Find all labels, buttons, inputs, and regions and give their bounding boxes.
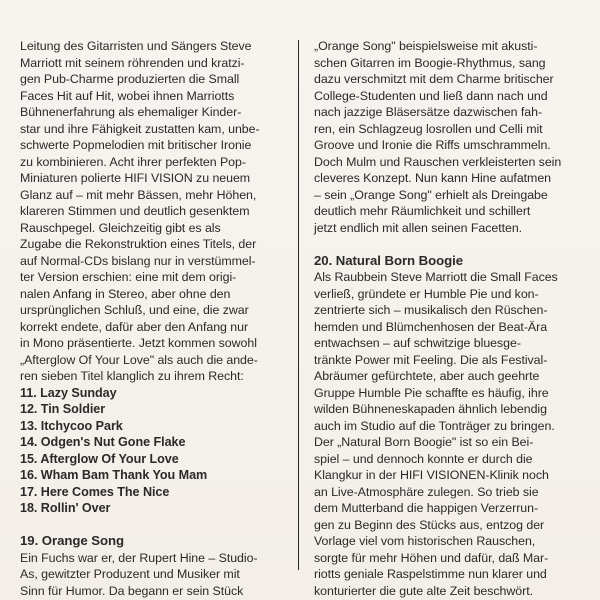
spacer	[20, 517, 288, 534]
text-line: gen Pub-Charme produzierten die Small	[20, 72, 240, 86]
text-line: entwachsen – auf schwitzige bluesge-	[314, 336, 521, 350]
text-line: „Orange Song" beispielsweise mit akusti-	[314, 39, 538, 53]
text-line: Klangkur in der HIFI VISIONEN-Klinik noch	[314, 468, 549, 482]
text-line: ren sieben Titel klanglich zu ihrem Recht:	[20, 369, 244, 383]
text-line: Faces Hit auf Hit, wobei ihnen Marriotts	[20, 88, 235, 103]
right-column	[314, 38, 584, 599]
section-heading-orange-song: 19. Orange Song	[20, 533, 125, 548]
text-line: „Afterglow Of Your Love" als auch die ande-	[20, 352, 258, 367]
text-line: star und ihre Fähigkeit zustatten kam, unbe-	[20, 121, 260, 136]
text-line: klareren Stimmen und deutlich gesenktem	[20, 204, 250, 218]
text-line: auf Normal-CDs bislang nur in verstümmel-	[20, 253, 256, 268]
text-line: Leitung des Gitarristen und Sängers Steve	[20, 39, 252, 53]
text-line: Der „Natural Born Boogie" ist so ein Bei-	[314, 435, 534, 449]
text-line: an Live-Atmosphäre zulegen. So trieb sie	[314, 484, 539, 499]
text-line: Rauschpegel. Gleichzeitig gibt es als	[20, 220, 221, 235]
text-line: auch im Studio auf die Tonträger zu bringen.	[314, 418, 555, 433]
text-line: Abräumer gefürchtete, aber auch geehrte	[314, 369, 540, 383]
text-line: nalen Anfang in Stereo, aber ohne den	[20, 286, 231, 301]
text-line: Marriott mit seinem röhrenden und kratzi-	[20, 55, 245, 70]
text-line: schwerte Popmelodien mit britischer Ironie	[20, 138, 252, 152]
text-line: wilden Bühneneskapaden ähnlich lebendig	[314, 402, 547, 416]
text-line: riotts geniale Raspelstimme nun klarer und	[314, 567, 547, 581]
text-line: Gruppe Humble Pie schaffte es häufig, ihre	[314, 385, 549, 400]
text-line: zu kombinieren. Acht ihrer perfekten Pop-	[20, 154, 246, 169]
text-line: Zugabe die Rekonstruktion eines Titels, der	[20, 237, 257, 251]
text-line: ursprünglichen Schluß, und eine, die zwar	[20, 303, 249, 317]
track-item: 12. Tin Soldier	[20, 402, 106, 416]
orange-song-paragraph	[20, 550, 288, 600]
text-line: sorgte für mehr Höhen und dafür, daß Mar-	[314, 550, 549, 565]
track-item: 14. Odgen's Nut Gone Flake	[20, 435, 186, 449]
text-line: – sein „Orange Song" erhielt als Dreingabe	[314, 187, 548, 202]
text-line: nach jazzige Bläsersätze dazwischen fah-	[314, 105, 543, 119]
text-line: gen zu Beginn des Stücks aus, entzog der	[314, 517, 545, 532]
column-divider	[298, 40, 299, 570]
text-line: in Mono präsentierte. Jetzt kommen sowohl	[20, 336, 257, 350]
track-item: 15. Afterglow Of Your Love	[20, 451, 179, 466]
intro-paragraph	[20, 38, 288, 385]
text-line: Glanz auf – mit mehr Bässen, mehr Höhen,	[20, 187, 257, 202]
text-line: verließ, gründete er Humble Pie und kon-	[314, 286, 539, 301]
text-line: konturierter die gute alte Zeit beschwört.	[314, 583, 533, 598]
text-line: zentrierte sich – musikalisch den Rüschen-	[314, 303, 548, 317]
track-item: 16. Wham Bam Thank You Mam	[20, 468, 208, 482]
text-line: cleveres Konzept. Nun kann Hine aufatmen	[314, 171, 552, 185]
track-item: 18. Rollin' Over	[20, 501, 111, 515]
text-line: As, gewitzter Produzent und Musiker mit	[20, 567, 240, 581]
text-line: Miniaturen polierte HIFI VISION zu neuem	[20, 171, 251, 185]
left-column	[20, 38, 288, 599]
section-heading-natural-born-boogie: 20. Natural Born Boogie	[314, 252, 464, 268]
track-item: 13. Itchycoo Park	[20, 418, 123, 433]
text-line: College-Studenten und ließ dann nach und	[314, 88, 548, 103]
text-line: Sinn für Humor. Da begann er sein Stück	[20, 583, 244, 598]
track-item: 11. Lazy Sunday	[20, 385, 117, 400]
text-line: Ein Fuchs war er, der Rupert Hine – Studio-	[20, 550, 258, 565]
natural-born-boogie-paragraph	[314, 269, 584, 599]
text-line: korrekt endete, dafür aber den Anfang nur	[20, 319, 249, 334]
text-line: schen Gitarren im Boogie-Rhythmus, sang	[314, 55, 546, 70]
text-line: jetzt endlich mit allen seinen Facetten.	[314, 220, 523, 235]
track-list	[20, 385, 288, 517]
text-line: hemden und Blümchenhosen der Beat-Ära	[314, 319, 548, 334]
text-line: Vorlage viel vom historischen Rauschen,	[314, 534, 536, 548]
text-line: deutlich mehr Räumlichkeit und schillert	[314, 204, 531, 218]
text-line: Doch Mulm und Rauschen verkleisterten sein	[314, 154, 562, 169]
orange-song-continuation	[314, 38, 584, 236]
text-line: Als Raubbein Steve Marriott die Small Faces	[314, 270, 558, 284]
text-line: tränkte Power mit Feeling. Die als Festival-	[314, 352, 548, 367]
text-line: ter Version erschien: eine mit dem origi-	[20, 270, 237, 284]
text-line: dem Mutterband die happigen Verzerrun-	[314, 501, 539, 515]
text-line: Groove und Ironie die Riffs umschrammeln.	[314, 138, 551, 152]
spacer	[314, 236, 584, 253]
text-line: dazu verschmitzt mit dem Charme britischer	[314, 72, 554, 86]
track-item: 17. Here Comes The Nice	[20, 484, 170, 499]
text-line: ren, ein Schlagzeug losrollen und Celli mit	[314, 121, 543, 136]
text-line: Bühnenerfahrung als ehemaliger Kinder-	[20, 105, 242, 119]
text-line: spiel – und dennoch konnte er durch die	[314, 451, 533, 466]
